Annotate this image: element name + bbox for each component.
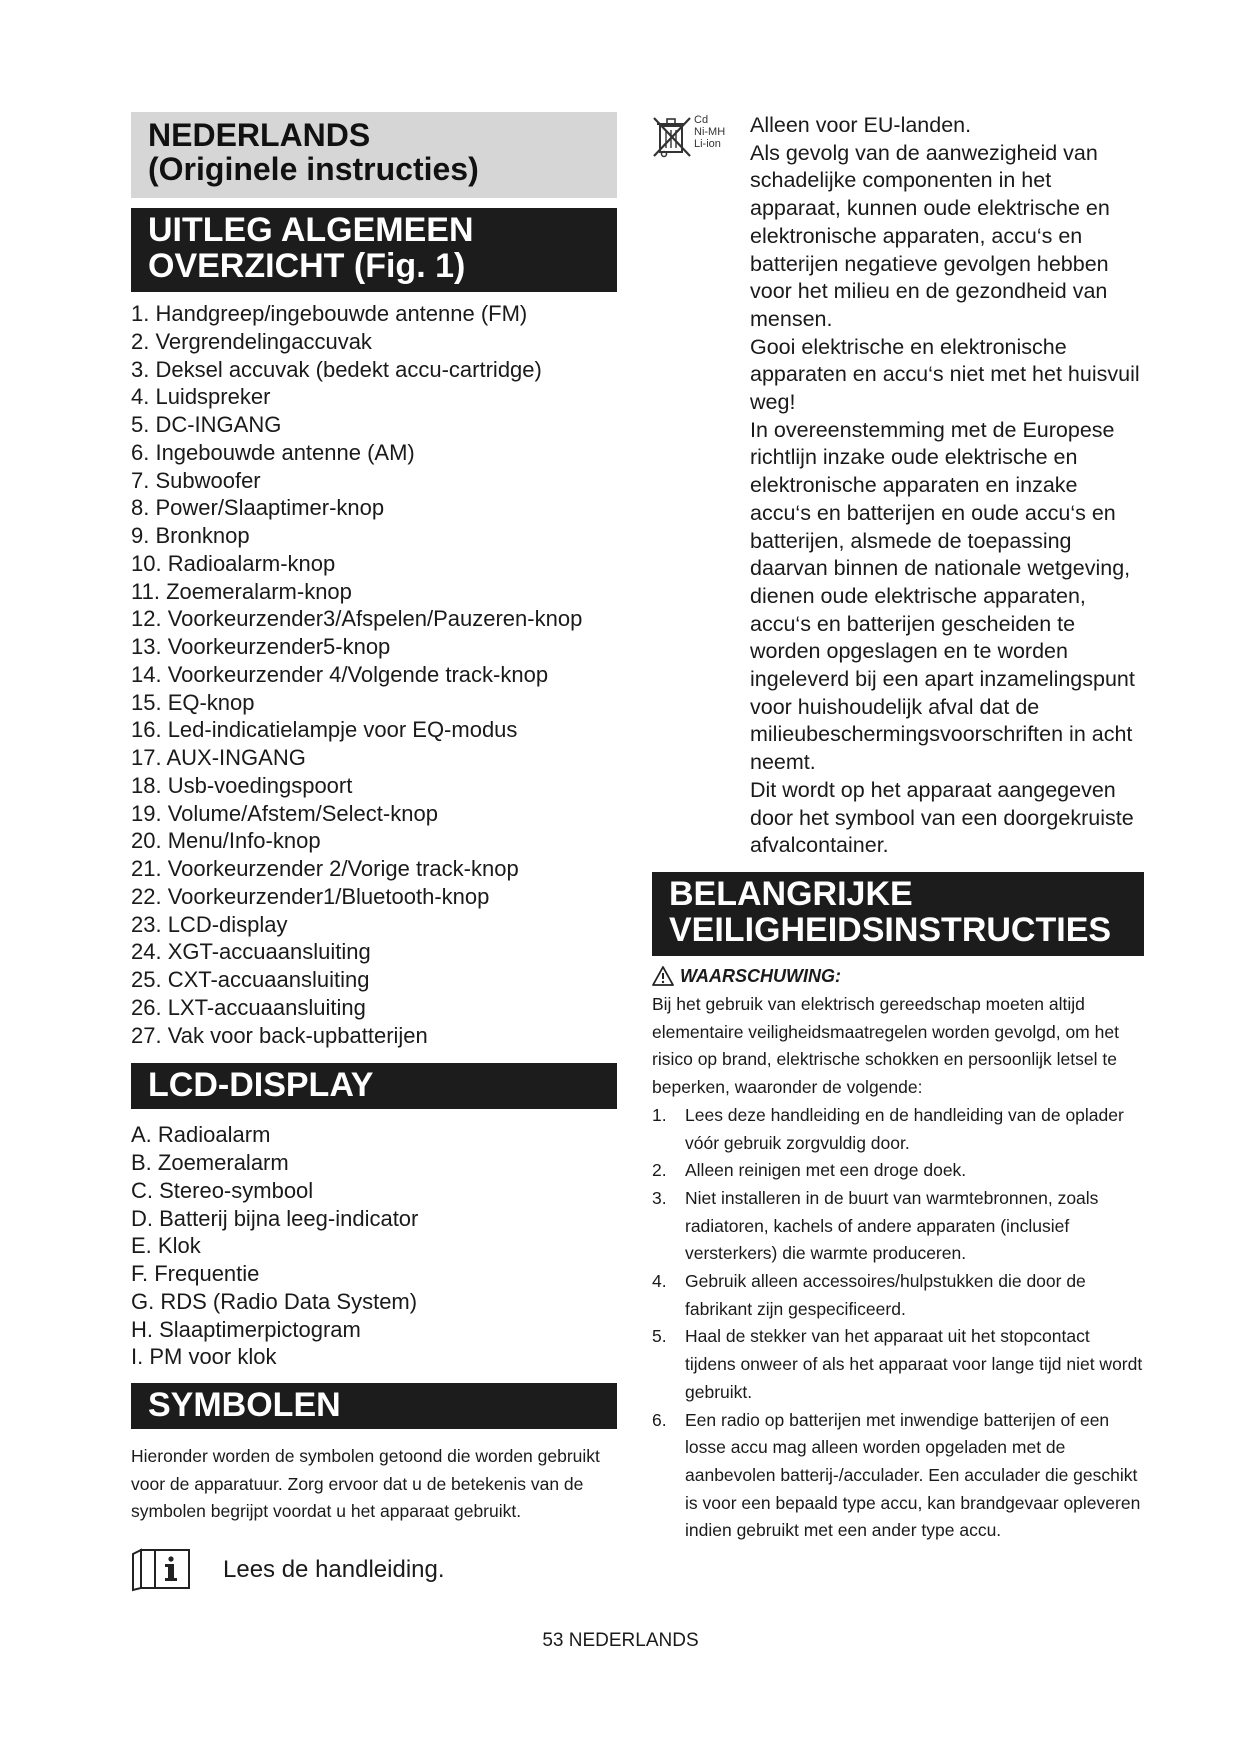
list-item: C. Stereo-symbool — [131, 1177, 314, 1203]
right-column — [652, 112, 1144, 1545]
left-column — [131, 112, 617, 1592]
crossed-bin-icon: Cd Ni-MH Li-ion — [652, 112, 750, 164]
overview-list — [131, 300, 617, 1049]
lcd-list — [131, 1121, 617, 1371]
safety-list — [652, 1102, 1144, 1545]
list-item: 4. Gebruik alleen accessoires/hulpstukken die door de fabrikant zijn gespecificeerd. — [652, 1271, 1086, 1319]
list-item: 15. EQ-knop — [131, 689, 255, 715]
list-item: 21. Voorkeurzender 2/Vorige track-knop — [131, 856, 519, 881]
lcd-heading: LCD-DISPLAY — [131, 1063, 617, 1109]
list-item: E. Klok — [131, 1233, 201, 1259]
list-item: 2. Vergrendelingaccuvak — [131, 328, 372, 354]
list-item: A. Radioalarm — [131, 1122, 271, 1148]
symbols-heading: SYMBOLEN — [131, 1383, 617, 1429]
list-item: 10. Radioalarm-knop — [131, 550, 336, 576]
list-item: 1. Lees deze handleiding en de handleiding van de oplader vóór gebruik zorgvuldig door. — [652, 1104, 1124, 1153]
list-item: D. Batterij bijna leeg-indicator — [131, 1205, 419, 1231]
language-header — [131, 112, 617, 198]
list-item: H. Slaaptimerpictogram — [131, 1316, 361, 1342]
list-item: G. RDS (Radio Data System) — [131, 1288, 418, 1314]
list-item: B. Zoemeralarm — [131, 1150, 289, 1175]
list-item: 11. Zoemeralarm-knop — [131, 578, 352, 604]
list-item: 5. DC-INGANG — [131, 412, 282, 437]
warning-triangle-icon — [652, 966, 674, 986]
list-item: I. PM voor klok — [131, 1344, 277, 1370]
list-item: 6. Ingebouwde antenne (AM) — [131, 439, 415, 465]
list-item: 18. Usb-voedingspoort — [131, 772, 353, 798]
language-subtitle: (Originele instructies) — [148, 151, 479, 187]
list-item: 2. Alleen reinigen met een droge doek. — [652, 1160, 967, 1181]
list-item: 24. XGT-accuaansluiting — [131, 939, 371, 965]
language-title: NEDERLANDS — [148, 117, 371, 153]
list-item: 20. Menu/Info-knop — [131, 828, 321, 854]
list-item: 22. Voorkeurzender1/Bluetooth-knop — [131, 883, 490, 909]
list-item: 1. Handgreep/ingebouwde antenne (FM) — [131, 301, 528, 326]
list-item: 12. Voorkeurzender3/Afspelen/Pauzeren-knop — [131, 606, 583, 632]
list-item: 7. Subwoofer — [131, 467, 261, 493]
list-item: 6. Een radio op batterijen met inwendige batterijen of een losse accu mag alleen worden opgeladen met de aanbevolen batterij-/acculader. Een acculader die geschikt is voor een bepaald type accu, kan brandgevaar opleveren indien gebruikt met een ander type accu. — [652, 1409, 1141, 1541]
list-item: 25. CXT-accuaansluiting — [131, 967, 370, 992]
list-item: 5. Haal de stekker van het apparaat uit het stopcontact tijdens onweer of als het apparaat voor lange tijd niet wordt gebruikt. — [652, 1326, 1143, 1402]
list-item: 19. Volume/Afstem/Select-knop — [131, 800, 438, 826]
manual-symbol-label: Lees de handleiding. — [223, 1555, 445, 1583]
eu-text — [750, 112, 1144, 860]
list-item: 26. LXT-accuaansluiting — [131, 994, 366, 1020]
list-item: 9. Bronknop — [131, 523, 250, 548]
list-item: F. Frequentie — [131, 1261, 260, 1286]
overview-heading: UITLEG ALGEMEEN OVERZICHT (Fig. 1) — [131, 208, 617, 292]
page-footer: 53 NEDERLANDS — [542, 1630, 699, 1651]
list-item: 3. Deksel accuvak (bedekt accu-cartridge) — [131, 356, 542, 382]
list-item: 13. Voorkeurzender5-knop — [131, 634, 391, 659]
eu-paragraph: Alleen voor EU-landen. — [750, 113, 972, 137]
list-item: 3. Niet installeren in de buurt van warmtebronnen, zoals radiatoren, kachels of andere apparaten (inclusief versterkers) die warmte produceren. — [652, 1187, 1099, 1264]
eu-paragraph: Dit wordt op het apparaat aangegeven door het symbool van een doorgekruiste afvalcontainer. — [750, 777, 1134, 858]
manual-symbol-row — [131, 1548, 617, 1592]
list-item: 27. Vak voor back-upbatterijen — [131, 1022, 428, 1048]
list-item: 4. Luidspreker — [131, 384, 271, 410]
list-item: 8. Power/Slaaptimer-knop — [131, 495, 385, 521]
list-item: 17. AUX-INGANG — [131, 745, 306, 770]
warning-intro: Bij het gebruik van elektrisch gereedschap moeten altijd elementaire veiligheidsmaatregelen worden gevolgd, om het risico op brand, elektrische schokken en persoonlijk letsel te beperken, waaronder de volgende: — [652, 993, 1119, 1098]
warning-label: WAARSCHUWING: — [652, 966, 1144, 987]
list-item: 23. LCD-display — [131, 911, 288, 937]
read-manual-icon — [131, 1548, 191, 1592]
eu-paragraph: Als gevolg van de aanwezigheid van schadelijke componenten in het apparaat, kunnen oude elektrische en elektronische apparaten, accu‘s en batterijen negatieve gevolgen hebben voor het milieu en de gezondheid van mensen. — [750, 140, 1110, 331]
list-item: 16. Led-indicatielampje voor EQ-modus — [131, 717, 518, 743]
symbols-intro: Hieronder worden de symbolen getoond die worden gebruikt voor de apparatuur. Zorg ervoor dat u de betekenis van de symbolen begrijpt voordat u het apparaat gebruikt. — [131, 1446, 600, 1521]
eu-disposal-block — [652, 112, 1144, 860]
safety-heading: BELANGRIJKE VEILIGHEIDSINSTRUCTIES — [652, 872, 1144, 956]
list-item: 14. Voorkeurzender 4/Volgende track-knop — [131, 661, 549, 687]
eu-paragraph: Gooi elektrische en elektronische apparaten en accu‘s niet met het huisvuil weg! — [750, 334, 1140, 415]
eu-paragraph: In overeenstemming met de Europese richtlijn inzake oude elektrische en elektronische apparaten en inzake accu‘s en batterijen en oude accu‘s en batterijen, alsmede de toepassing daarvan binnen de nationale wetgeving, dienen oude elektrische apparaten, accu‘s en batterijen gescheiden te worden opgeslagen en te worden ingeleverd bij een apart inzamelingspunt voor huishoudelijk afval dat de milieubeschermingsvoorschriften in acht neemt. — [750, 417, 1135, 775]
